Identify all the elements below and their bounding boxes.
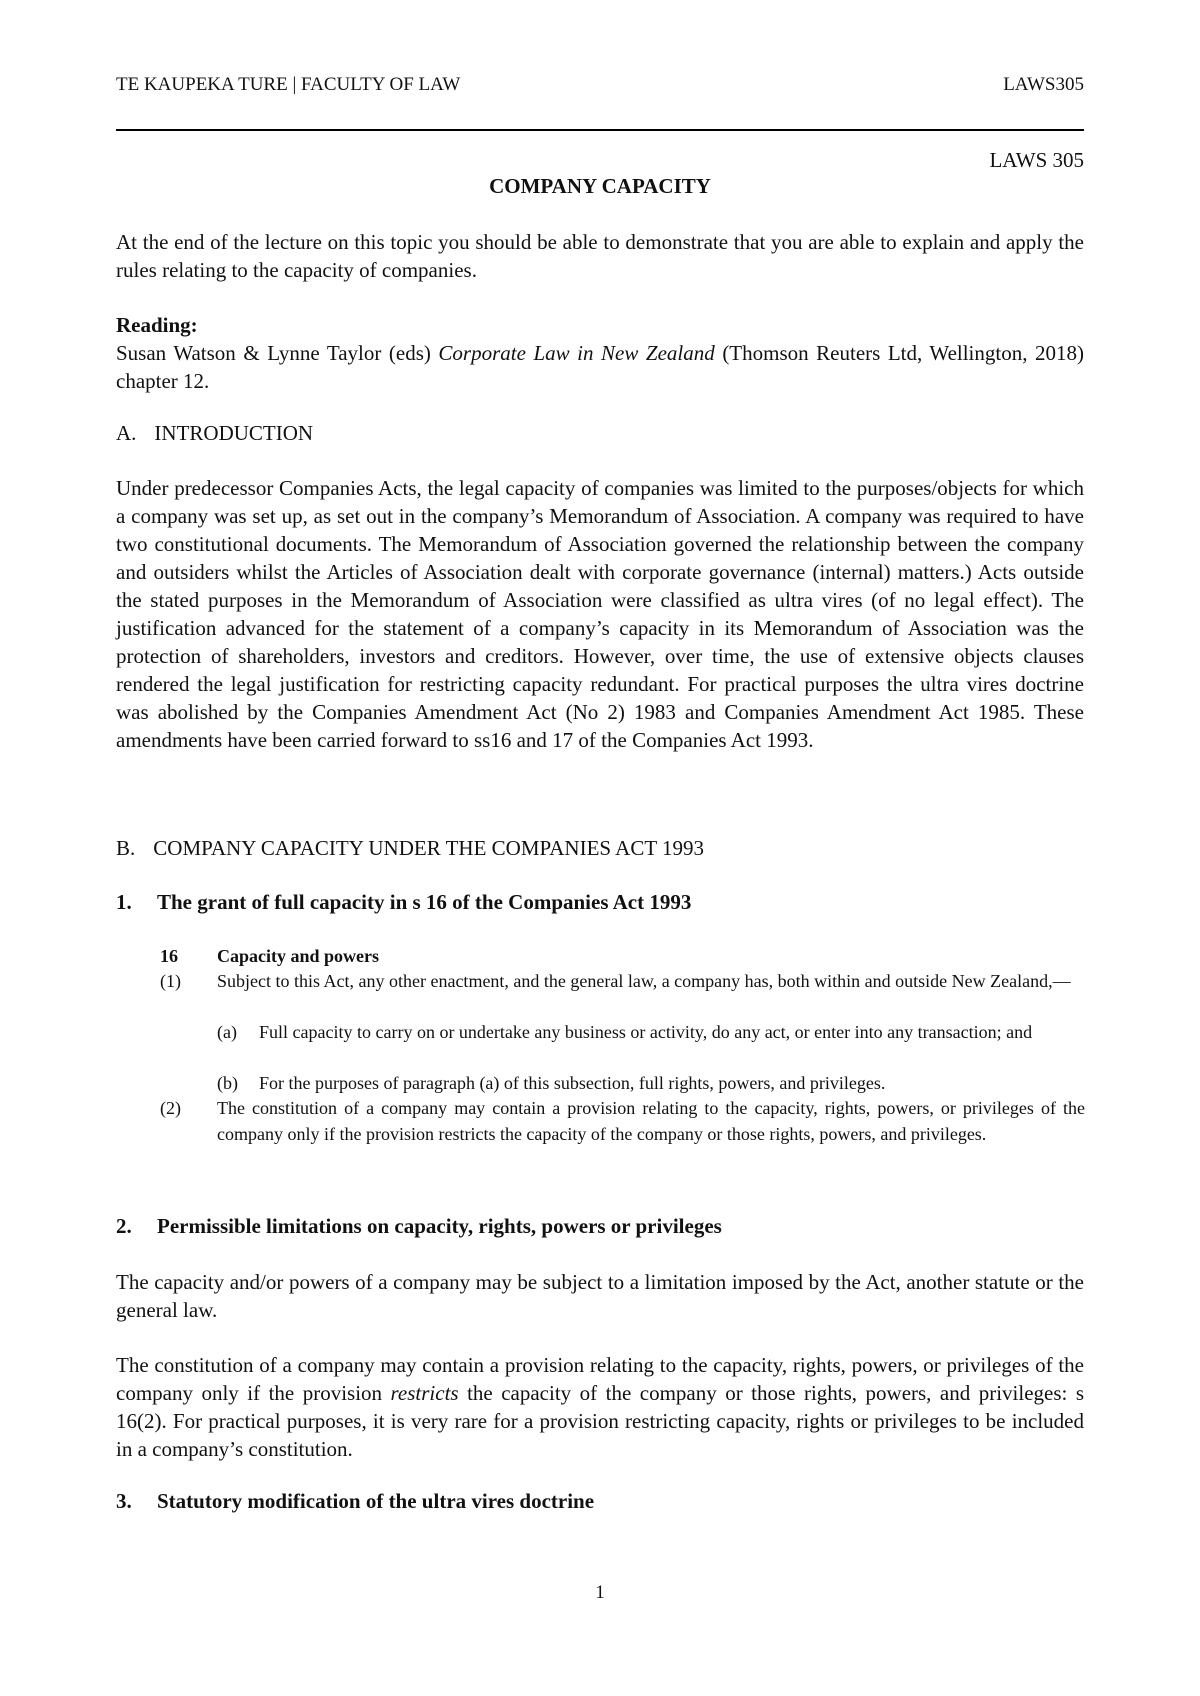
statute-para-b-label: (b) — [217, 1073, 238, 1093]
statute-para-b-text: For the purposes of paragraph (a) of this subsection, full rights, powers, and privileges. — [259, 1073, 886, 1093]
intro-paragraph: At the end of the lecture on this topic you should be able to demonstrate that you are able to explain and apply the rules relating to the capacity of companies. — [116, 230, 1084, 282]
reading-citation — [116, 339, 1084, 395]
heading-3 — [116, 1489, 595, 1514]
paragraph-2b-end: the capacity of the company or those rights, powers, and privileges: s 16(2). For practical purposes, it is very rare for a provision restricting capacity, rights or privileges to be included in a company’s constitution. — [116, 1381, 1085, 1461]
paragraph-2a: The capacity and/or powers of a company may be subject to a limitation imposed by the Act, another statute or the general law. — [116, 1270, 1084, 1322]
reading-publisher: (Thomson Reuters Ltd, Wellington, 2018) chapter 12. — [116, 341, 1085, 393]
running-header-right: LAWS305 — [1003, 74, 1084, 95]
section-a-letter: A. — [116, 421, 137, 445]
heading-1 — [116, 890, 692, 915]
section-b-heading — [116, 836, 704, 861]
statute-section-title: Capacity and powers — [217, 946, 380, 966]
reading-authors: Susan Watson & Lynne Taylor (eds) — [116, 341, 431, 365]
statute-para-a-text: Full capacity to carry on or undertake any business or activity, do any act, or enter into any transaction; and — [259, 1022, 1033, 1042]
paragraph-2b-emphasis: restricts — [390, 1381, 459, 1405]
reading-label: Reading: — [116, 313, 198, 337]
header-rule — [116, 129, 1084, 131]
heading-2-number: 2. — [116, 1214, 132, 1238]
statute-sub2-label: (2) — [160, 1098, 181, 1118]
heading-3-number: 3. — [116, 1489, 132, 1513]
statute-sub2-text: The constitution of a company may contain a provision relating to the capacity, rights, powers, or privileges of the company only if the provision restricts the capacity of the company or those rights, powers, and privileges. — [217, 1098, 1085, 1144]
section-b-letter: B. — [116, 836, 136, 860]
statute-sub1-text: Subject to this Act, any other enactment, and the general law, a company has, both within and outside New Zealand,— — [217, 971, 1071, 991]
page-number: 1 — [595, 1582, 605, 1603]
statute-para-a-label: (a) — [217, 1022, 237, 1042]
paragraph-2b — [116, 1351, 1084, 1463]
statute-sub1-label: (1) — [160, 971, 181, 991]
paragraph-2b-start: The constitution of a company may contain a provision relating to the capacity, rights, powers, or privileges of the company only if the provision — [116, 1353, 1084, 1405]
heading-1-number: 1. — [116, 890, 132, 914]
reading-book-title: Corporate Law in New Zealand — [438, 341, 715, 365]
statute-section-number: 16 — [160, 946, 178, 966]
section-a-title: INTRODUCTION — [154, 421, 314, 445]
running-header-left: TE KAUPEKA TURE | FACULTY OF LAW — [116, 74, 461, 95]
heading-3-text: Statutory modification of the ultra vires doctrine — [157, 1489, 595, 1513]
heading-1-text: The grant of full capacity in s 16 of the Companies Act 1993 — [157, 890, 692, 914]
section-a-paragraph: Under predecessor Companies Acts, the legal capacity of companies was limited to the purposes/objects for which a company was set up, as set out in the company’s Memorandum of Association. A company was required to have two constitutional documents. The Memorandum of Association governed the relationship between the company and outsiders whilst the Articles of Association dealt with corporate governance (internal) matters.) Acts outside the stated purposes in the Memorandum of Association were classified as ultra vires (of no legal effect). The justification advanced for the statement of a company’s capacity in its Memorandum of Association was the protection of shareholders, investors and creditors. However, over time, the use of extensive objects clauses rendered the legal justification for restricting capacity redundant. For practical purposes the ultra vires doctrine was abolished by the Companies Amendment Act (No 2) 1983 and Companies Amendment Act 1985. These amendments have been carried forward to ss16 and 17 of the Companies Act 1993. — [116, 476, 1084, 752]
section-a-heading — [116, 421, 313, 446]
heading-2-text: Permissible limitations on capacity, rights, powers or privileges — [157, 1214, 722, 1238]
page-title: COMPANY CAPACITY — [489, 174, 711, 198]
heading-2 — [116, 1214, 722, 1239]
section-b-title: COMPANY CAPACITY UNDER THE COMPANIES ACT 1993 — [153, 836, 705, 860]
course-code: LAWS 305 — [989, 148, 1084, 172]
